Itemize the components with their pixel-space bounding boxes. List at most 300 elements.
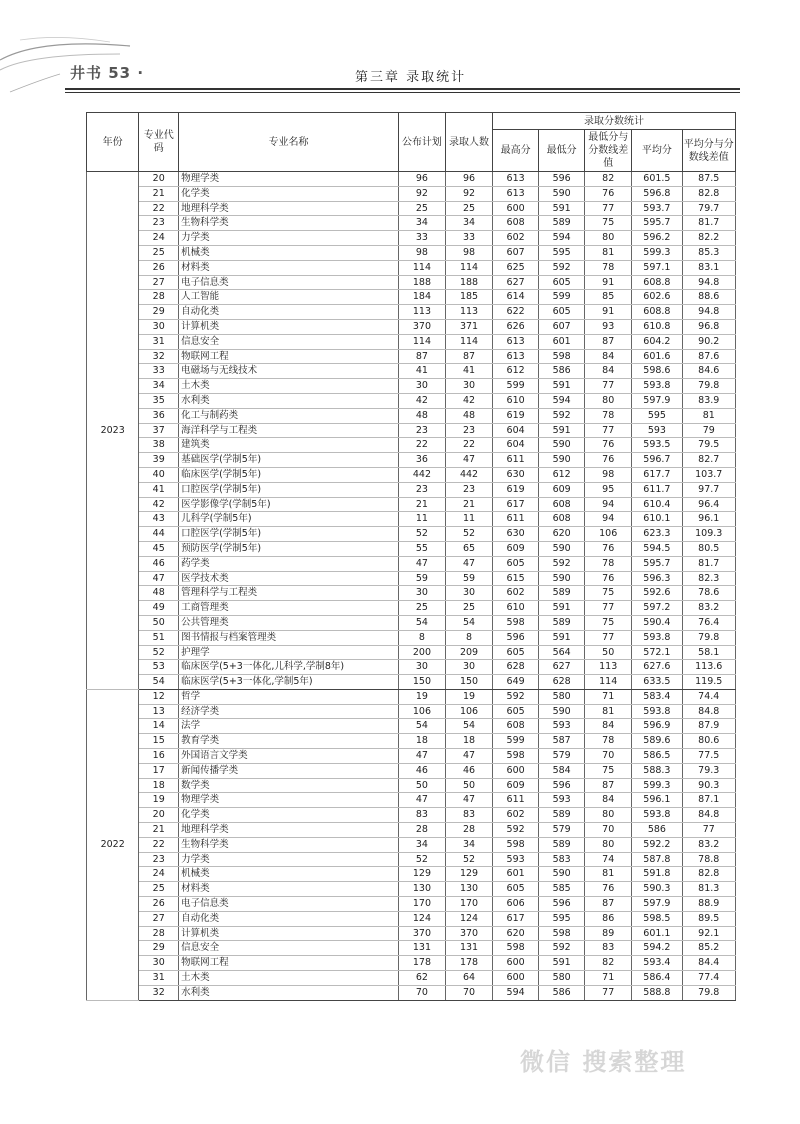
avg-line-cell: 84.8 [682,704,736,719]
code-cell: 29 [139,305,179,320]
table-row [87,290,736,305]
table-row [87,778,736,793]
admitted-cell: 92 [445,186,492,201]
avg-line-cell: 58.1 [682,645,736,660]
avg-cell: 583.4 [632,689,682,704]
avg-cell: 623.3 [632,527,682,542]
name-cell: 电子信息类 [179,897,399,912]
max-cell: 600 [493,763,539,778]
avg-cell: 595.7 [632,216,682,231]
code-cell: 30 [139,956,179,971]
code-cell: 32 [139,985,179,1000]
avg-line-cell: 96.8 [682,319,736,334]
min-line-cell: 80 [585,808,632,823]
table-row [87,408,736,423]
min-line-cell: 84 [585,719,632,734]
table-body [87,172,736,1001]
avg-cell: 633.5 [632,675,682,690]
avg-cell: 589.6 [632,734,682,749]
name-cell: 物联网工程 [179,349,399,364]
min-cell: 590 [539,438,585,453]
code-cell: 28 [139,290,179,305]
avg-cell: 590.3 [632,882,682,897]
max-cell: 592 [493,689,539,704]
min-cell: 591 [539,379,585,394]
min-line-cell: 84 [585,349,632,364]
chapter-title: 第三章 录取统计 [355,70,467,85]
code-cell: 14 [139,719,179,734]
name-cell: 工商管理类 [179,601,399,616]
avg-line-cell: 74.4 [682,689,736,704]
avg-line-cell: 81 [682,408,736,423]
code-cell: 22 [139,837,179,852]
min-cell: 564 [539,645,585,660]
code-cell: 31 [139,971,179,986]
code-cell: 31 [139,334,179,349]
avg-line-cell: 87.1 [682,793,736,808]
min-cell: 590 [539,186,585,201]
admitted-cell: 30 [445,586,492,601]
avg-cell: 599.3 [632,778,682,793]
min-line-cell: 80 [585,837,632,852]
avg-line-cell: 77.4 [682,971,736,986]
admitted-cell: 150 [445,675,492,690]
avg-cell: 617.7 [632,467,682,482]
min-line-cell: 87 [585,778,632,793]
max-cell: 610 [493,601,539,616]
table-row [87,763,736,778]
avg-cell: 601.5 [632,172,682,187]
avg-cell: 598.5 [632,911,682,926]
max-cell: 598 [493,837,539,852]
admission-table [86,112,736,1001]
min-cell: 589 [539,808,585,823]
table-row [87,660,736,675]
plan-cell: 130 [398,882,445,897]
header-swoosh-decoration [0,0,800,100]
admitted-cell: 34 [445,216,492,231]
avg-line-cell: 97.7 [682,482,736,497]
avg-cell: 601.6 [632,349,682,364]
name-cell: 化工与制药类 [179,408,399,423]
min-line-cell: 76 [585,438,632,453]
code-cell: 49 [139,601,179,616]
avg-cell: 592.2 [632,837,682,852]
max-cell: 619 [493,482,539,497]
table-row [87,734,736,749]
code-cell: 21 [139,823,179,838]
admitted-cell: 47 [445,793,492,808]
min-cell: 605 [539,305,585,320]
code-cell: 23 [139,852,179,867]
table-row [87,837,736,852]
max-cell: 649 [493,675,539,690]
plan-cell: 124 [398,911,445,926]
avg-line-cell: 87.9 [682,719,736,734]
name-cell: 口腔医学(学制5年) [179,527,399,542]
admitted-cell: 8 [445,630,492,645]
min-line-cell: 75 [585,615,632,630]
name-cell: 地理科学类 [179,201,399,216]
table-row [87,216,736,231]
plan-cell: 59 [398,571,445,586]
code-cell: 24 [139,231,179,246]
min-cell: 599 [539,290,585,305]
name-cell: 药学类 [179,556,399,571]
max-cell: 605 [493,882,539,897]
min-line-cell: 89 [585,926,632,941]
avg-line-cell: 79 [682,423,736,438]
max-cell: 610 [493,393,539,408]
table-row [87,808,736,823]
table-row [87,201,736,216]
min-line-cell: 78 [585,734,632,749]
plan-cell: 70 [398,985,445,1000]
avg-cell: 610.1 [632,512,682,527]
plan-cell: 23 [398,482,445,497]
max-cell: 606 [493,897,539,912]
avg-cell: 588.8 [632,985,682,1000]
min-cell: 590 [539,867,585,882]
plan-cell: 28 [398,823,445,838]
min-cell: 612 [539,467,585,482]
admitted-cell: 47 [445,749,492,764]
admitted-cell: 65 [445,541,492,556]
plan-cell: 370 [398,319,445,334]
avg-line-cell: 96.4 [682,497,736,512]
name-cell: 物联网工程 [179,956,399,971]
table-row [87,527,736,542]
min-cell: 589 [539,615,585,630]
code-cell: 26 [139,260,179,275]
min-line-cell: 106 [585,527,632,542]
code-cell: 44 [139,527,179,542]
avg-line-cell: 79.7 [682,201,736,216]
code-cell: 21 [139,186,179,201]
avg-line-cell: 90.2 [682,334,736,349]
min-cell: 607 [539,319,585,334]
name-cell: 物理学类 [179,172,399,187]
avg-line-cell: 88.9 [682,897,736,912]
avg-line-cell: 77 [682,823,736,838]
max-cell: 630 [493,467,539,482]
code-cell: 42 [139,497,179,512]
name-cell: 基础医学(学制5年) [179,453,399,468]
name-cell: 经济学类 [179,704,399,719]
min-line-cell: 78 [585,556,632,571]
table-row [87,823,736,838]
code-cell: 54 [139,675,179,690]
plan-cell: 23 [398,423,445,438]
avg-cell: 595.7 [632,556,682,571]
table-row [87,926,736,941]
max-cell: 609 [493,541,539,556]
min-cell: 593 [539,793,585,808]
name-cell: 物理学类 [179,793,399,808]
min-line-cell: 70 [585,749,632,764]
plan-cell: 96 [398,172,445,187]
code-cell: 51 [139,630,179,645]
min-line-cell: 77 [585,601,632,616]
avg-line-cell: 88.6 [682,290,736,305]
code-cell: 23 [139,216,179,231]
table-row [87,541,736,556]
avg-cell: 602.6 [632,290,682,305]
header-admitted: 录取人数 [445,113,492,172]
min-line-cell: 77 [585,423,632,438]
code-cell: 38 [139,438,179,453]
min-cell: 593 [539,719,585,734]
max-cell: 617 [493,497,539,512]
code-cell: 29 [139,941,179,956]
admitted-cell: 178 [445,956,492,971]
min-line-cell: 81 [585,245,632,260]
plan-cell: 150 [398,675,445,690]
min-cell: 596 [539,172,585,187]
avg-line-cell: 81.3 [682,882,736,897]
header-score-group: 录取分数统计 [493,113,736,130]
max-cell: 613 [493,186,539,201]
max-cell: 607 [493,245,539,260]
avg-cell: 591.8 [632,867,682,882]
admitted-cell: 170 [445,897,492,912]
max-cell: 627 [493,275,539,290]
name-cell: 材料类 [179,882,399,897]
code-cell: 18 [139,778,179,793]
max-cell: 622 [493,305,539,320]
code-cell: 28 [139,926,179,941]
header-name: 专业名称 [179,113,399,172]
min-cell: 596 [539,897,585,912]
avg-cell: 593.5 [632,438,682,453]
plan-cell: 19 [398,689,445,704]
avg-line-cell: 119.5 [682,675,736,690]
max-cell: 602 [493,231,539,246]
name-cell: 化学类 [179,808,399,823]
avg-line-cell: 87.5 [682,172,736,187]
avg-line-cell: 92.1 [682,926,736,941]
code-cell: 27 [139,911,179,926]
plan-cell: 54 [398,615,445,630]
min-cell: 590 [539,571,585,586]
avg-cell: 627.6 [632,660,682,675]
admitted-cell: 23 [445,482,492,497]
plan-cell: 129 [398,867,445,882]
avg-line-cell: 90.3 [682,778,736,793]
admitted-cell: 124 [445,911,492,926]
max-cell: 604 [493,438,539,453]
avg-cell: 588.3 [632,763,682,778]
table-row [87,245,736,260]
plan-cell: 83 [398,808,445,823]
min-cell: 594 [539,393,585,408]
avg-cell: 593 [632,423,682,438]
max-cell: 613 [493,334,539,349]
plan-cell: 46 [398,763,445,778]
max-cell: 608 [493,719,539,734]
table-row [87,601,736,616]
max-cell: 630 [493,527,539,542]
avg-cell: 572.1 [632,645,682,660]
name-cell: 教育学类 [179,734,399,749]
avg-cell: 597.1 [632,260,682,275]
min-line-cell: 95 [585,482,632,497]
min-cell: 594 [539,231,585,246]
min-line-cell: 91 [585,275,632,290]
table-row [87,719,736,734]
min-cell: 587 [539,734,585,749]
avg-cell: 597.2 [632,601,682,616]
header-code: 专业代码 [139,113,179,172]
max-cell: 611 [493,453,539,468]
year-cell: 2023 [87,172,139,690]
admitted-cell: 96 [445,172,492,187]
name-cell: 预防医学(学制5年) [179,541,399,556]
admitted-cell: 83 [445,808,492,823]
header-avg-line: 平均分与分数线差值 [682,130,736,172]
max-cell: 596 [493,630,539,645]
table-row [87,675,736,690]
min-line-cell: 80 [585,393,632,408]
max-cell: 598 [493,615,539,630]
avg-line-cell: 82.3 [682,571,736,586]
admitted-cell: 87 [445,349,492,364]
plan-cell: 34 [398,837,445,852]
plan-cell: 36 [398,453,445,468]
name-cell: 临床医学(学制5年) [179,467,399,482]
avg-cell: 595 [632,408,682,423]
max-cell: 605 [493,645,539,660]
admitted-cell: 209 [445,645,492,660]
min-cell: 591 [539,601,585,616]
max-cell: 593 [493,852,539,867]
admitted-cell: 52 [445,852,492,867]
avg-line-cell: 79.8 [682,379,736,394]
plan-cell: 18 [398,734,445,749]
avg-cell: 593.8 [632,704,682,719]
table-row [87,556,736,571]
name-cell: 外国语言文学类 [179,749,399,764]
admitted-cell: 30 [445,660,492,675]
avg-line-cell: 77.5 [682,749,736,764]
code-cell: 53 [139,660,179,675]
avg-line-cell: 83.9 [682,393,736,408]
code-cell: 15 [139,734,179,749]
avg-line-cell: 83.2 [682,837,736,852]
plan-cell: 47 [398,793,445,808]
avg-cell: 586.4 [632,971,682,986]
max-cell: 594 [493,985,539,1000]
admitted-cell: 46 [445,763,492,778]
min-cell: 591 [539,630,585,645]
admitted-cell: 54 [445,719,492,734]
name-cell: 哲学 [179,689,399,704]
code-cell: 39 [139,453,179,468]
header-min-line: 最低分与分数线差值 [585,130,632,172]
admitted-cell: 19 [445,689,492,704]
header-min: 最低分 [539,130,585,172]
table-row [87,172,736,187]
plan-cell: 114 [398,334,445,349]
header-rule-top [65,88,740,90]
name-cell: 护理学 [179,645,399,660]
name-cell: 土木类 [179,971,399,986]
table-row [87,704,736,719]
min-line-cell: 71 [585,971,632,986]
code-cell: 19 [139,793,179,808]
name-cell: 人工智能 [179,290,399,305]
name-cell: 机械类 [179,245,399,260]
max-cell: 626 [493,319,539,334]
min-line-cell: 113 [585,660,632,675]
name-cell: 医学技术类 [179,571,399,586]
name-cell: 医学影像学(学制5年) [179,497,399,512]
avg-cell: 596.7 [632,453,682,468]
min-cell: 586 [539,364,585,379]
avg-cell: 590.4 [632,615,682,630]
max-cell: 613 [493,172,539,187]
avg-line-cell: 79.8 [682,630,736,645]
min-line-cell: 77 [585,985,632,1000]
admitted-cell: 442 [445,467,492,482]
code-cell: 27 [139,275,179,290]
name-cell: 自动化类 [179,305,399,320]
code-cell: 16 [139,749,179,764]
table-row [87,867,736,882]
table-row [87,482,736,497]
min-cell: 598 [539,349,585,364]
plan-cell: 30 [398,586,445,601]
avg-cell: 586 [632,823,682,838]
plan-cell: 25 [398,201,445,216]
name-cell: 土木类 [179,379,399,394]
min-cell: 590 [539,453,585,468]
admitted-cell: 59 [445,571,492,586]
min-line-cell: 78 [585,408,632,423]
table-row [87,364,736,379]
admitted-cell: 48 [445,408,492,423]
table-row [87,334,736,349]
name-cell: 材料类 [179,260,399,275]
admitted-cell: 131 [445,941,492,956]
table-row [87,438,736,453]
name-cell: 计算机类 [179,926,399,941]
plan-cell: 106 [398,704,445,719]
avg-line-cell: 82.8 [682,867,736,882]
avg-line-cell: 78.8 [682,852,736,867]
min-cell: 609 [539,482,585,497]
avg-cell: 610.4 [632,497,682,512]
table-row [87,882,736,897]
max-cell: 605 [493,704,539,719]
plan-cell: 131 [398,941,445,956]
max-cell: 602 [493,808,539,823]
avg-cell: 587.8 [632,852,682,867]
admitted-cell: 47 [445,556,492,571]
avg-line-cell: 89.5 [682,911,736,926]
admitted-cell: 54 [445,615,492,630]
min-cell: 595 [539,245,585,260]
name-cell: 自动化类 [179,911,399,926]
admitted-cell: 70 [445,985,492,1000]
avg-cell: 592.6 [632,586,682,601]
avg-line-cell: 81.7 [682,216,736,231]
table-row [87,749,736,764]
code-cell: 48 [139,586,179,601]
table-row [87,897,736,912]
plan-cell: 170 [398,897,445,912]
min-cell: 596 [539,778,585,793]
